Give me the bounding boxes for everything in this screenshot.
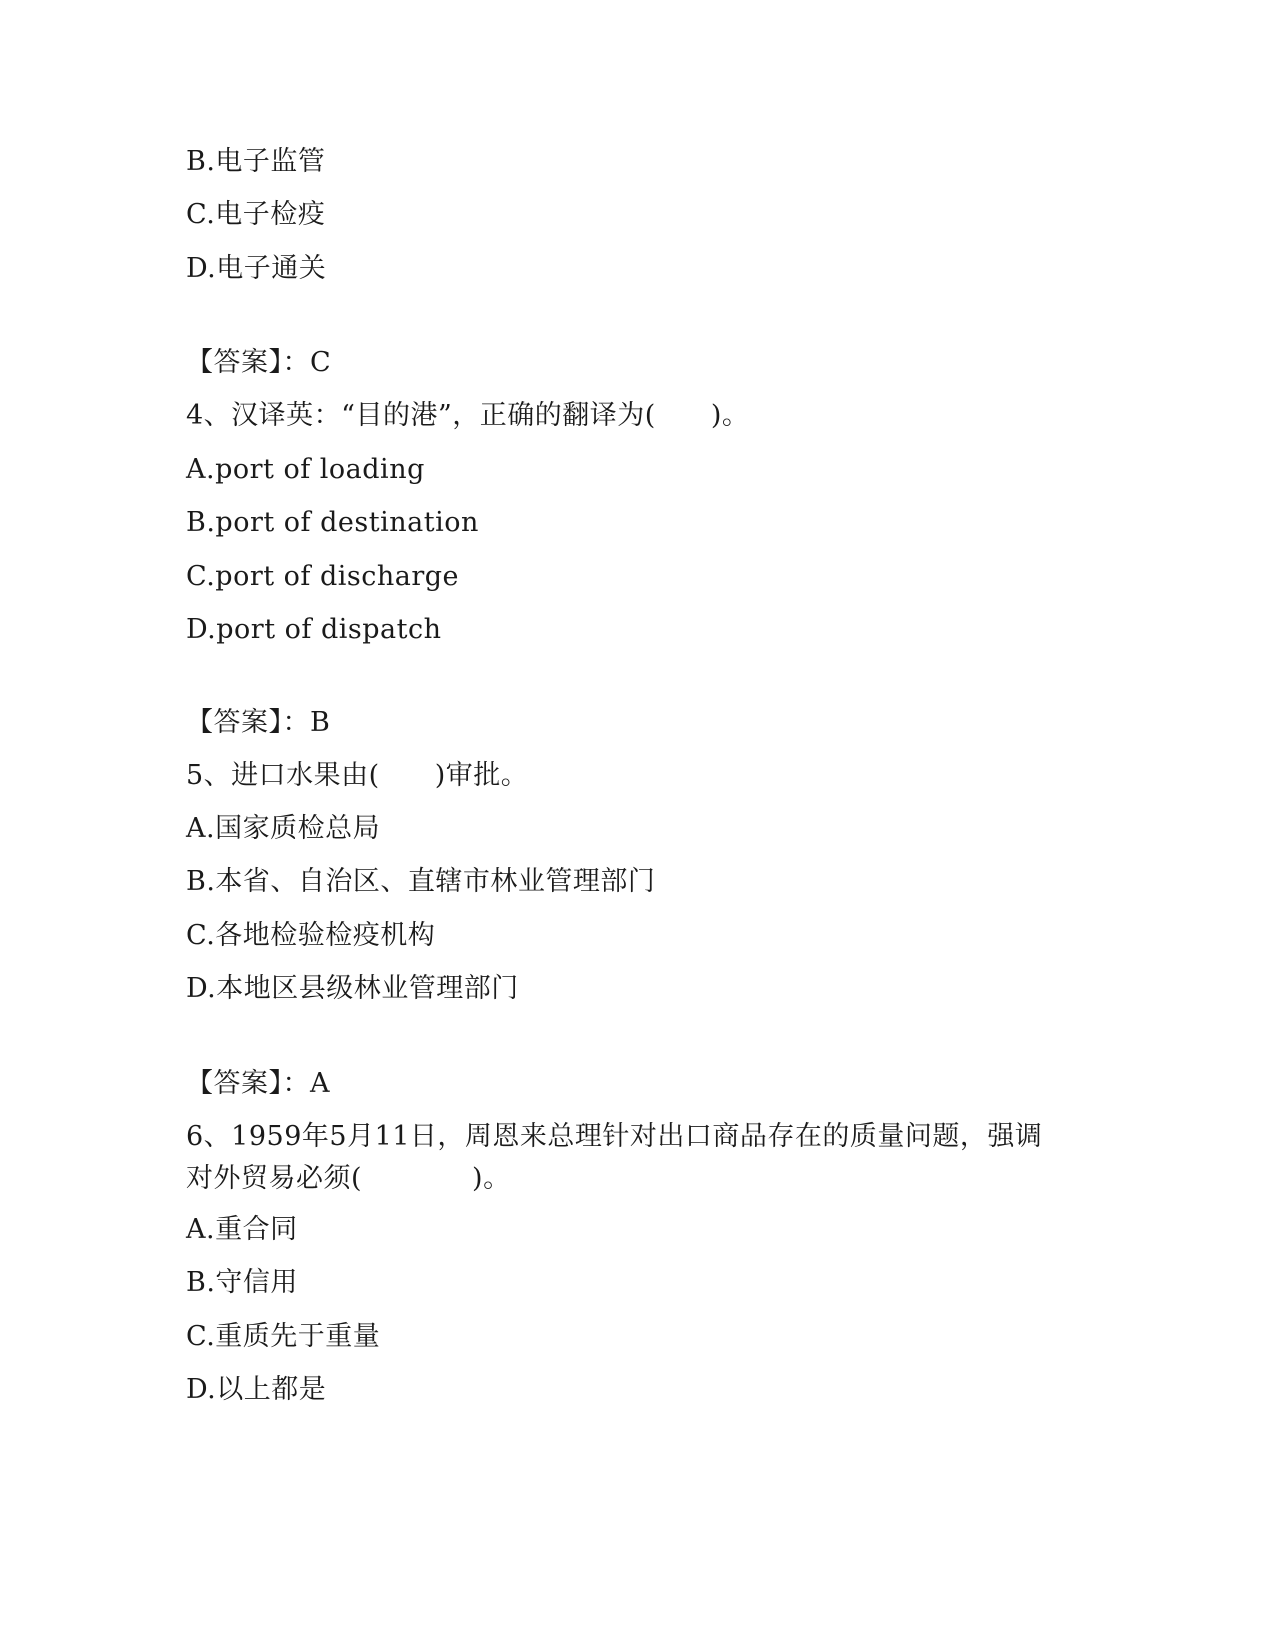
q3-option-b: B.电子监管	[186, 146, 326, 177]
q5-option-a: A.国家质检总局	[186, 813, 381, 844]
q6-option-a: A.重合同	[186, 1214, 298, 1245]
q4-option-d: D.port of dispatch	[186, 614, 442, 645]
q5-answer: 【答案】：A	[186, 1068, 330, 1099]
q4-option-a: A.port of loading	[186, 454, 425, 485]
q5-option-b: B.本省、自治区、直辖市林业管理部门	[186, 866, 656, 897]
q5-option-d: D.本地区县级林业管理部门	[186, 973, 519, 1004]
q4-question: 4、汉译英：“目的港”，正确的翻译为( )。	[186, 400, 750, 431]
q4-option-c: C.port of discharge	[186, 561, 460, 592]
q6-option-c: C.重质先于重量	[186, 1321, 381, 1352]
q6-question: 6、1959年5月11日，周恩来总理针对出口商品存在的质量问题，强调对外贸易必须( )。	[186, 1121, 1043, 1194]
q5-question: 5、进口水果由( )审批。	[186, 760, 529, 791]
q3-option-d: D.电子通关	[186, 253, 327, 284]
q4-option-b: B.port of destination	[186, 507, 479, 538]
q3-answer: 【答案】：C	[186, 347, 332, 378]
q4-answer: 【答案】：B	[186, 707, 331, 738]
q6-option-d: D.以上都是	[186, 1374, 327, 1405]
q6-option-b: B.守信用	[186, 1267, 298, 1298]
q5-option-c: C.各地检验检疫机构	[186, 920, 436, 951]
q3-option-c: C.电子检疫	[186, 199, 326, 230]
